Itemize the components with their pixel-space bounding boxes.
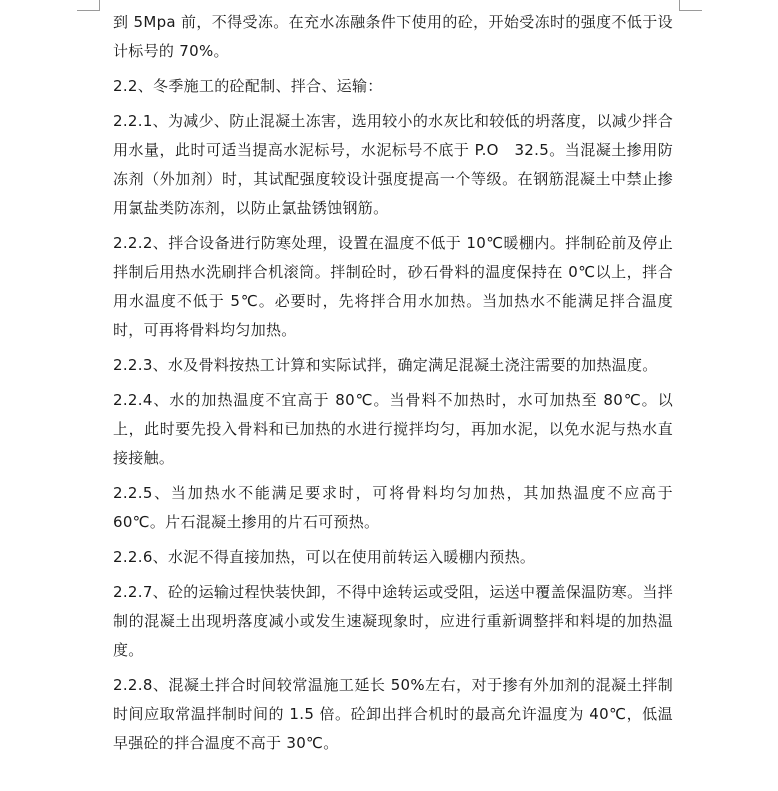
paragraph-2-2-7: 2.2.7、砼的运输过程快装快卸，不得中途转运或受阻，运送中覆盖保温防寒。当拌制的混凝土出现坍落度减小或发生速凝现象时，应进行重新调整拌和料堤的加热温度。 <box>113 583 673 659</box>
paragraph-2-2-2: 2.2.2、拌合设备进行防寒处理，设置在温度不低于 10℃暖棚内。拌制砼前及停止拌制后用热水洗刷拌合机滚筒。拌制砼时，砂石骨料的温度保持在 0℃以上，拌合用水温度不低于 5℃。必要时，先将拌合用水加热。当加热水不能满足拌合温度时，可再将骨料均匀加热。 <box>113 234 673 339</box>
page-corner-mark-right <box>679 0 702 11</box>
page-corner-mark-left <box>77 0 100 11</box>
paragraph-2-2-3: 2.2.3、水及骨料按热工计算和实际试拌，确定满足混凝土浇注需要的加热温度。 <box>113 356 658 374</box>
paragraph-frost-strength: 到 5Mpa 前，不得受冻。在充水冻融条件下使用的砼，开始受冻时的强度不低于设计标号的 70%。 <box>113 13 673 60</box>
paragraph-2-2-6: 2.2.6、水泥不得直接加热，可以在使用前转运入暖棚内预热。 <box>113 548 536 566</box>
paragraph-2-2-5: 2.2.5、当加热水不能满足要求时，可将骨料均匀加热，其加热温度不应高于 60℃。片石混凝土掺用的片石可预热。 <box>113 484 673 531</box>
heading-2-2-winter-mixing: 2.2、冬季施工的砼配制、拌合、运输： <box>113 77 383 95</box>
paragraph-2-2-1: 2.2.1、为减少、防止混凝土冻害，选用较小的水灰比和较低的坍落度，以减少拌合用水量，此时可适当提高水泥标号，水泥标号不底于 P.O 32.5。当混凝土掺用防冻剂（外加剂）时，其试配强度较设计强度提高一个等级。在钢筋混凝土中禁止掺用氯盐类防冻剂，以防止氯盐锈蚀钢筋。 <box>113 112 673 217</box>
document-body[interactable] <box>113 8 673 764</box>
paragraph-2-2-8: 2.2.8、混凝土拌合时间较常温施工延长 50%左右，对于掺有外加剂的混凝土拌制时间应取常温拌制时间的 1.5 倍。砼卸出拌合机时的最高允许温度为 40℃，低温早强砼的拌合温度不高于 30℃。 <box>113 676 673 752</box>
paragraph-2-2-4: 2.2.4、水的加热温度不宜高于 80℃。当骨料不加热时，水可加热至 80℃。以上，此时要先投入骨料和已加热的水进行搅拌均匀，再加水泥，以免水泥与热水直接接触。 <box>113 391 673 467</box>
